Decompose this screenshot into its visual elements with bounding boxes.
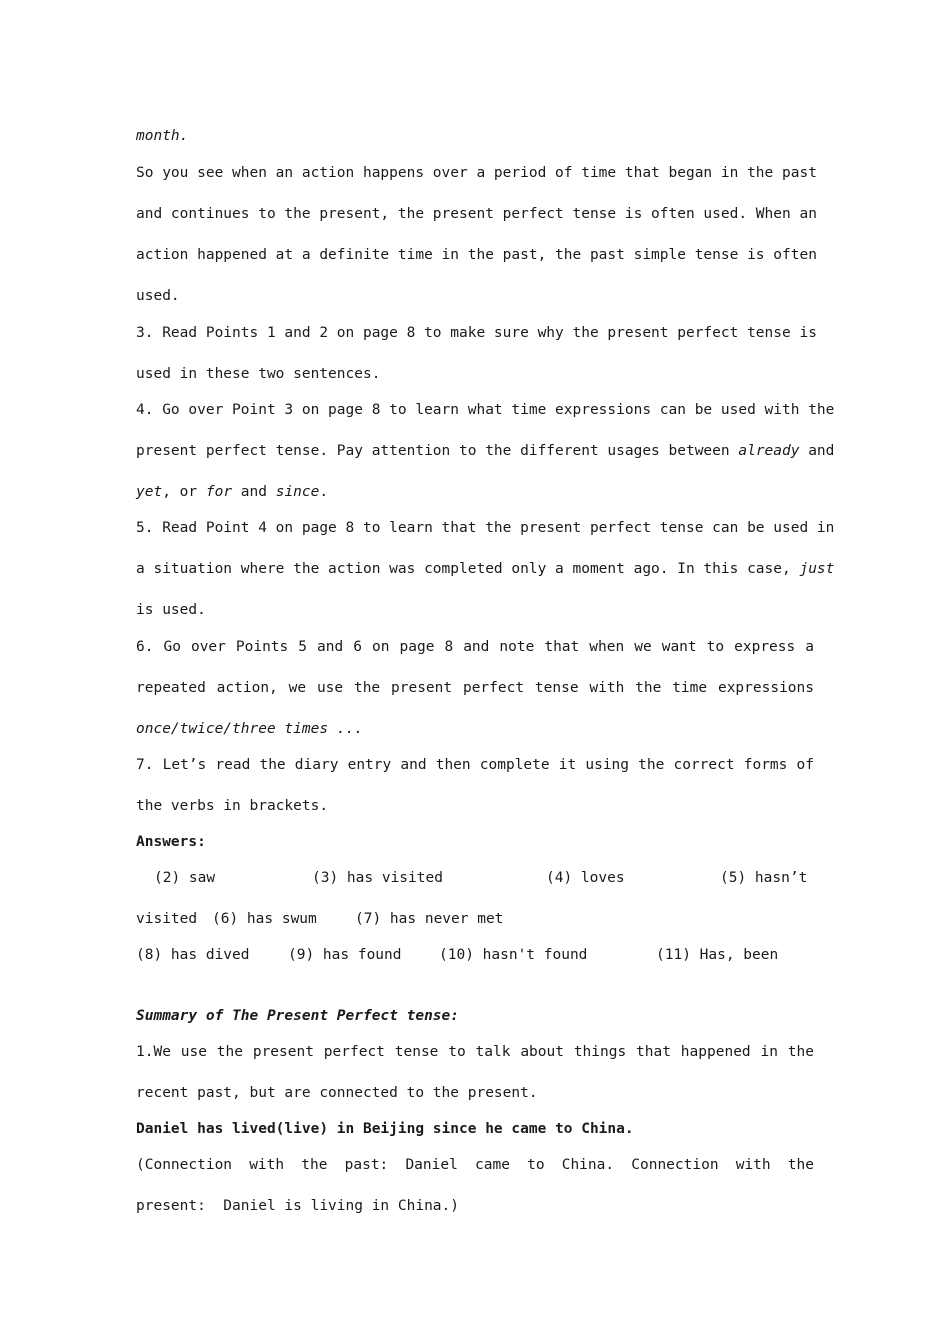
answer-item: visited <box>136 911 198 927</box>
text-run: , or <box>162 484 206 500</box>
summary-heading: Summary of The Present Perfect tense: <box>136 1008 460 1024</box>
text-line: recent past, but are connected to the present. <box>136 1085 538 1101</box>
example-sentence: Daniel has lived(live) in Beijing since he came to China. <box>136 1121 634 1137</box>
text-line: So you see when an action happens over a period of time that began in the past <box>136 165 817 181</box>
answer-item: (8) has dived <box>136 947 250 963</box>
text-line: 5. Read Point 4 on page 8 to learn that the present perfect tense can be used in <box>136 520 835 536</box>
text-line: 7. Let’s read the diary entry and then complete it using the correct forms of <box>136 757 814 773</box>
italic-term: since <box>275 484 320 500</box>
answer-item: (3) has visited <box>312 870 443 886</box>
text-run: a situation where the action was completed only a moment ago. In this case, <box>136 561 800 577</box>
text-line: used in these two sentences. <box>136 366 381 382</box>
answer-item: (5) hasn’t <box>720 870 808 886</box>
italic-term: for <box>205 484 233 500</box>
text-line: is used. <box>136 602 206 618</box>
text-line: 4. Go over Point 3 on page 8 to learn what time expressions can be used with the <box>136 402 835 418</box>
text-line <box>136 480 814 504</box>
italic-term: yet <box>136 484 163 500</box>
italic-term: just <box>799 561 835 577</box>
answer-item: (11) Has, been <box>656 947 779 963</box>
text-line: 3. Read Points 1 and 2 on page 8 to make sure why the present perfect tense is <box>136 325 817 341</box>
answer-item: (2) saw <box>154 870 216 886</box>
text-line <box>136 439 835 463</box>
text-line: 1.We use the present perfect tense to talk about things that happened in the <box>136 1044 814 1060</box>
text-line: present: Daniel is living in China.) <box>136 1198 460 1214</box>
text-run: and <box>799 443 835 459</box>
text-line: the verbs in brackets. <box>136 798 329 814</box>
text-line: month. <box>136 128 189 144</box>
answer-item: (7) has never met <box>355 911 504 927</box>
italic-term: already <box>738 443 800 459</box>
text-run: present perfect tense. Pay attention to the different usages between <box>136 443 739 459</box>
answer-item: (10) hasn't found <box>439 947 588 963</box>
text-run: . <box>319 484 329 500</box>
text-line: 6. Go over Points 5 and 6 on page 8 and note that when we want to express a <box>136 639 814 655</box>
answer-item: (6) has swum <box>212 911 317 927</box>
text-run: and <box>232 484 276 500</box>
text-line: (Connection with the past: Daniel came to China. Connection with the <box>136 1157 814 1173</box>
answer-item: (9) has found <box>288 947 402 963</box>
text-line: used. <box>136 288 180 304</box>
answers-heading: Answers: <box>136 834 206 850</box>
text-line: and continues to the present, the present perfect tense is often used. When an <box>136 206 817 222</box>
answer-item: (4) loves <box>546 870 625 886</box>
text-line: repeated action, we use the present perfect tense with the time expressions <box>136 680 814 696</box>
text-line: action happened at a definite time in the past, the past simple tense is often <box>136 247 817 263</box>
text-line <box>136 557 835 581</box>
text-line: once/twice/three times ... <box>136 721 363 737</box>
